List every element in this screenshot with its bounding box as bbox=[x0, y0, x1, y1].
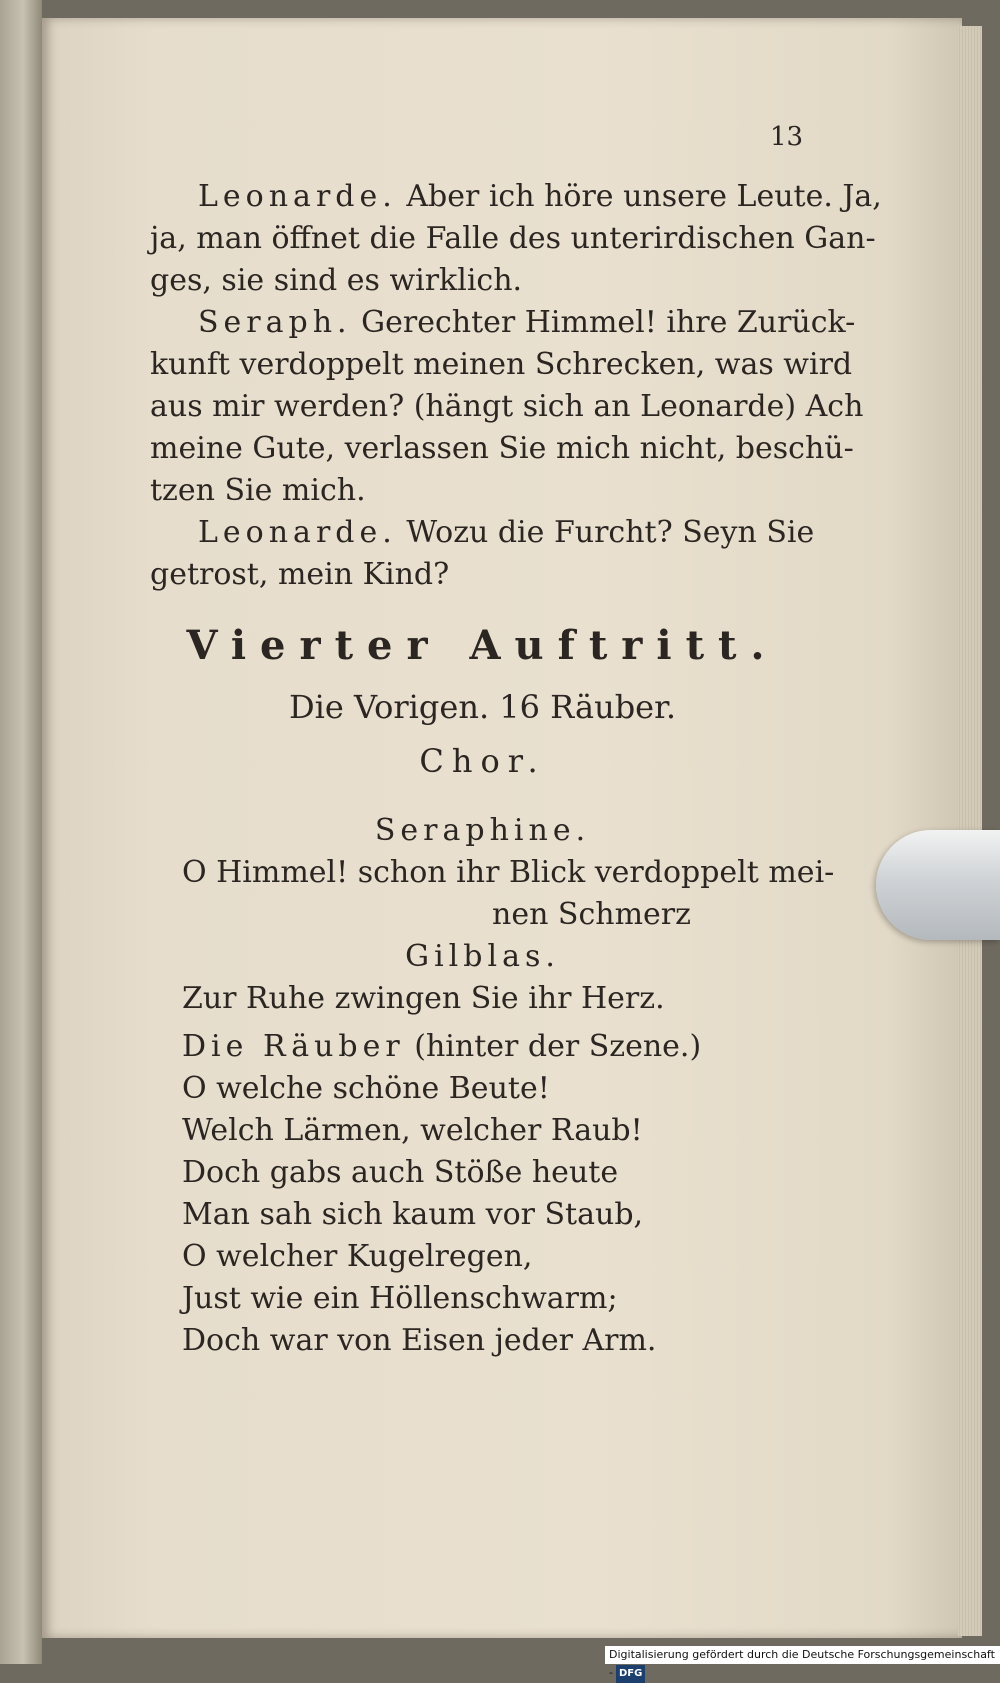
speaker-name: Seraph. bbox=[198, 305, 352, 340]
speaker-seraphine: Seraphine. bbox=[374, 813, 591, 848]
speaker-line-raeuber bbox=[150, 1026, 815, 1068]
text-line: meine Gute, verlassen Sie mich nicht, beschü- bbox=[150, 431, 854, 466]
verse-line: O welcher Kugelregen, bbox=[182, 1239, 533, 1274]
footer-text: Digitalisierung gefördert durch die Deutsche Forschungsgemeinschaft - bbox=[609, 1648, 995, 1679]
verse-line: Welch Lärmen, welcher Raub! bbox=[182, 1113, 643, 1148]
dialogue-text: Aber ich höre unsere Leute. Ja, bbox=[406, 179, 882, 214]
verse-line: nen Schmerz bbox=[492, 897, 691, 932]
verse-line: Doch war von Eisen jeder Arm. bbox=[182, 1323, 657, 1358]
page-holder-clip bbox=[876, 830, 1000, 940]
digitization-footer bbox=[605, 1646, 1000, 1679]
speaker-name: Die Räuber bbox=[182, 1029, 405, 1064]
speaker-name: Leonarde. bbox=[198, 515, 397, 550]
text-line: kunft verdoppelt meinen Schrecken, was wird bbox=[150, 347, 853, 382]
page-text bbox=[150, 120, 882, 1362]
text-line bbox=[150, 302, 856, 344]
stage-direction: (hinter der Szene.) bbox=[414, 1029, 702, 1064]
scene-heading: Vierter Auftritt. bbox=[186, 622, 779, 669]
facing-page-edge bbox=[0, 0, 42, 1664]
scene-cast: Die Vorigen. 16 Räuber. bbox=[288, 688, 677, 726]
verse-line: Zur Ruhe zwingen Sie ihr Herz. bbox=[182, 981, 665, 1016]
paragraph-seraph bbox=[150, 302, 864, 512]
dfg-logo-icon: DFG bbox=[616, 1665, 645, 1683]
text-line bbox=[150, 176, 882, 218]
text-line: ja, man öffnet die Falle des unterirdischen Gan- bbox=[150, 221, 876, 256]
verse-line: O welche schöne Beute! bbox=[182, 1071, 550, 1106]
verse-line: Just wie ein Höllenschwarm; bbox=[182, 1281, 618, 1316]
text-line: ges, sie sind es wirklich. bbox=[150, 263, 523, 298]
text-line bbox=[150, 512, 815, 554]
chorus-heading: Chor. bbox=[419, 742, 546, 780]
text-line: tzen Sie mich. bbox=[150, 473, 366, 508]
text-line: aus mir werden? (hängt sich an Leonarde) Ach bbox=[150, 389, 864, 424]
paragraph-leonarde-1 bbox=[150, 176, 882, 302]
verse-line: Man sah sich kaum vor Staub, bbox=[182, 1197, 644, 1232]
verse-line: O Himmel! schon ihr Blick verdoppelt mei- bbox=[182, 855, 835, 890]
speaker-name: Leonarde. bbox=[198, 179, 397, 214]
dialogue-text: Gerechter Himmel! ihre Zurück- bbox=[361, 305, 856, 340]
paragraph-leonarde-2 bbox=[150, 512, 815, 596]
dialogue-text: Wozu die Furcht? Seyn Sie bbox=[406, 515, 815, 550]
text-line: getrost, mein Kind? bbox=[150, 557, 450, 592]
page-number: 13 bbox=[770, 122, 804, 152]
verse-line: Doch gabs auch Stöße heute bbox=[182, 1155, 619, 1190]
speaker-gilblas: Gilblas. bbox=[405, 939, 560, 974]
